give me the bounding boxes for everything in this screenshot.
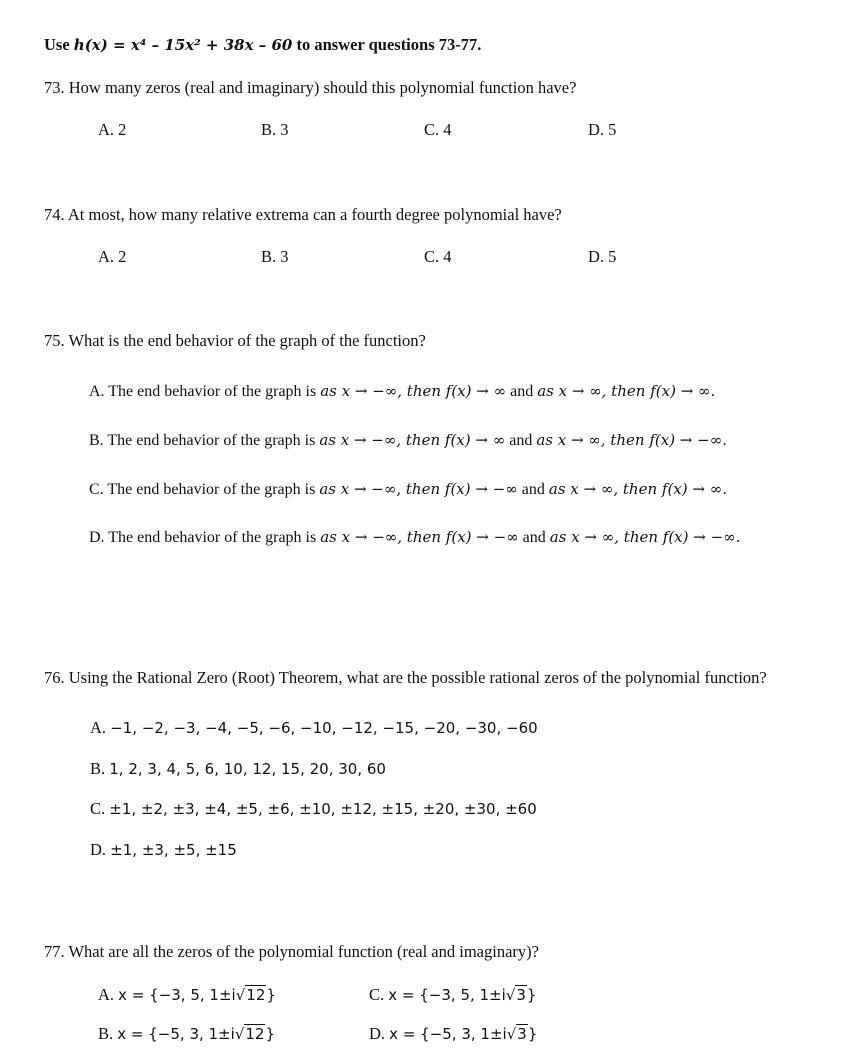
right-end-behavior: as x → ∞, then f(x) → −∞. — [536, 431, 727, 449]
q74-option-b[interactable]: B. 3 — [261, 247, 289, 266]
option-and: and — [510, 383, 534, 400]
option-value: −1, −2, −3, −4, −5, −6, −10, −12, −15, −20, −30, −60 — [110, 719, 538, 737]
option-value: ±1, ±2, ±3, ±4, ±5, ±6, ±10, ±12, ±15, ±20, ±30, ±60 — [109, 800, 537, 818]
question-74-stem: 74. At most, how many relative extrema can a fourth degree polynomial have? — [44, 205, 562, 224]
option-letter: B. — [90, 759, 106, 778]
q75-option-b[interactable] — [89, 431, 727, 450]
radicand: 3 — [517, 1025, 527, 1043]
q75-option-a[interactable] — [89, 382, 715, 401]
question-77-stem: 77. What are all the zeros of the polynomial function (real and imaginary)? — [44, 942, 539, 961]
q77-option-d[interactable] — [369, 1024, 537, 1044]
right-end-behavior: as x → ∞, then f(x) → ∞. — [548, 480, 727, 498]
option-value: ±1, ±3, ±5, ±15 — [110, 841, 237, 859]
left-end-behavior: as x → −∞, then f(x) → −∞ — [319, 480, 518, 498]
q76-option-c[interactable] — [90, 799, 537, 819]
question-76-stem: 76. Using the Rational Zero (Root) Theorem, what are the possible rational zeros of the polynomial function? — [44, 668, 767, 687]
radicand: 12 — [246, 986, 266, 1004]
option-letter: A. — [90, 718, 107, 737]
right-end-behavior: as x → ∞, then f(x) → ∞. — [537, 382, 716, 400]
option-letter: A. — [89, 383, 105, 400]
zeros-suffix: } — [526, 986, 537, 1004]
zeros-prefix: x = {−3, 5, 1±i — [388, 986, 506, 1004]
zeros-prefix: x = {−3, 5, 1±i — [118, 986, 236, 1004]
option-letter: A. — [98, 985, 115, 1004]
option-letter: B. — [89, 432, 104, 449]
left-end-behavior: as x → −∞, then f(x) → ∞ — [320, 382, 507, 400]
option-and: and — [509, 432, 533, 449]
header-function: h(x) = x⁴ – 15x² + 38x – 60 — [73, 36, 293, 54]
q77-option-c[interactable] — [369, 985, 536, 1005]
q74-option-a[interactable]: A. 2 — [98, 247, 127, 266]
q75-option-d[interactable] — [89, 528, 740, 547]
zeros-suffix: } — [527, 1025, 538, 1043]
q73-option-a[interactable]: A. 2 — [98, 120, 127, 139]
question-75-stem: 75. What is the end behavior of the graph of the function? — [44, 331, 426, 350]
q76-option-b[interactable] — [90, 759, 386, 779]
q77-option-b[interactable] — [98, 1024, 275, 1044]
left-end-behavior: as x → −∞, then f(x) → ∞ — [319, 431, 506, 449]
zeros-prefix: x = {−5, 3, 1±i — [389, 1025, 507, 1043]
zeros-suffix: } — [265, 1025, 276, 1043]
sqrt-icon: √ — [505, 986, 516, 1004]
q73-option-d[interactable]: D. 5 — [588, 120, 617, 139]
option-lead-text: The end behavior of the graph is — [108, 529, 317, 546]
left-end-behavior: as x → −∞, then f(x) → −∞ — [320, 528, 519, 546]
q74-option-d[interactable]: D. 5 — [588, 247, 617, 266]
q76-option-a[interactable] — [90, 718, 538, 738]
option-lead-text: The end behavior of the graph is — [108, 383, 317, 400]
q73-option-c[interactable]: C. 4 — [424, 120, 452, 139]
header-lead-text: Use — [44, 35, 74, 54]
sqrt-icon: √ — [235, 986, 246, 1004]
sqrt-icon: √ — [506, 1025, 517, 1043]
q75-option-c[interactable] — [89, 480, 727, 499]
zeros-suffix: } — [266, 986, 276, 1004]
q74-option-c[interactable]: C. 4 — [424, 247, 452, 266]
option-letter: D. — [369, 1024, 386, 1043]
option-letter: C. — [89, 481, 104, 498]
option-letter: B. — [98, 1024, 114, 1043]
option-letter: D. — [90, 840, 107, 859]
radicand: 12 — [245, 1025, 265, 1043]
sqrt-icon: √ — [234, 1025, 245, 1043]
instructions-header — [44, 35, 481, 55]
header-tail-text: to answer questions 73-77. — [292, 35, 482, 54]
q76-option-d[interactable] — [90, 840, 237, 860]
option-lead-text: The end behavior of the graph is — [107, 432, 316, 449]
radicand: 3 — [516, 986, 526, 1004]
option-value: 1, 2, 3, 4, 5, 6, 10, 12, 15, 20, 30, 60 — [109, 760, 386, 778]
q77-option-a[interactable] — [98, 985, 276, 1005]
option-and: and — [522, 529, 546, 546]
zeros-prefix: x = {−5, 3, 1±i — [117, 1025, 235, 1043]
option-and: and — [521, 481, 545, 498]
option-lead-text: The end behavior of the graph is — [107, 481, 316, 498]
question-73-stem: 73. How many zeros (real and imaginary) should this polynomial function have? — [44, 78, 577, 97]
option-letter: C. — [90, 799, 106, 818]
q73-option-b[interactable]: B. 3 — [261, 120, 289, 139]
option-letter: C. — [369, 985, 385, 1004]
option-letter: D. — [89, 529, 105, 546]
right-end-behavior: as x → ∞, then f(x) → −∞. — [549, 528, 741, 546]
